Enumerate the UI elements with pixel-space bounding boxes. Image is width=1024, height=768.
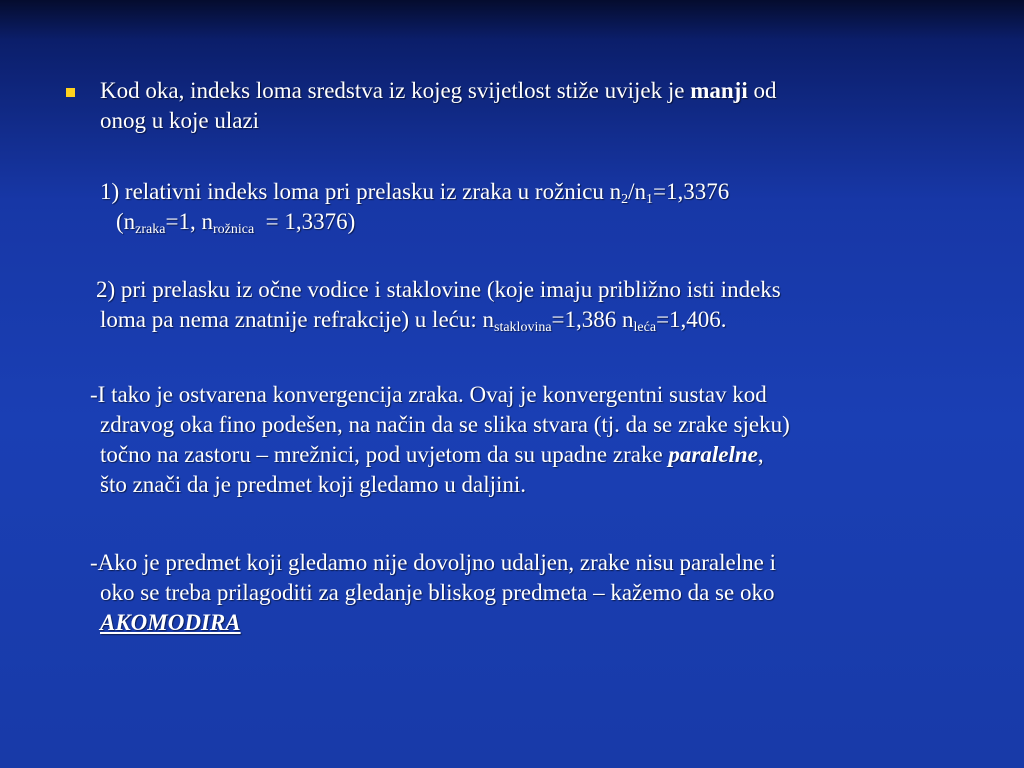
accommodation-line-2: oko se treba prilagoditi za gledanje bliskog predmeta – kažemo da se oko <box>100 580 775 605</box>
accommodation-line-1: -Ako je predmet koji gledamo nije dovoljno udaljen, zrake nisu paralelne i <box>90 550 776 575</box>
item-1-paragraph <box>100 177 980 237</box>
item-1-sub-d: rožnica <box>212 222 255 237</box>
convergence-bold-word: paralelne <box>668 442 758 467</box>
item-1-line2-c: = 1,3376) <box>254 209 356 234</box>
bullet-square-icon <box>66 88 75 97</box>
convergence-line3-b: , <box>757 442 764 467</box>
item-1-text-b: /n <box>628 179 647 204</box>
bullet-text-before: Kod oka, indeks loma sredstva iz kojeg svijetlost stiže uvijek je <box>100 78 691 103</box>
item-1-line2-a: (n <box>116 209 136 234</box>
item-1-sub-a: 2 <box>621 192 629 207</box>
accommodation-line-3 <box>100 608 980 638</box>
bullet-paragraph <box>100 76 980 136</box>
item-1-text-a: 1) relativni indeks loma pri prelasku iz zraka u rožnicu n <box>100 179 622 204</box>
convergence-line-4: što znači da je predmet koji gledamo u daljini. <box>100 472 527 497</box>
item-1-line-2 <box>100 207 980 237</box>
convergence-line-2: zdravog oka fino podešen, na način da se slika stvara (tj. da se zrake sjeku) <box>100 412 790 437</box>
convergence-line-3 <box>100 440 980 470</box>
item-2-text-c: =1,406. <box>656 307 727 332</box>
bullet-line-1 <box>100 76 980 106</box>
bullet-line-2: onog u koje ulazi <box>100 108 260 133</box>
item-1-text-c: =1,3376 <box>653 179 730 204</box>
item-2-sub-b: leća <box>633 320 657 335</box>
accommodation-bold-word: AKOMODIRA <box>100 610 241 635</box>
item-2-paragraph <box>96 275 980 335</box>
item-2-text-b: =1,386 n <box>551 307 634 332</box>
item-2-line-2 <box>100 305 980 335</box>
paragraph-convergence <box>90 380 980 500</box>
convergence-line3-a: točno na zastoru – mrežnici, pod uvjetom da su upadne zrake <box>100 442 669 467</box>
item-1-sub-c: zraka <box>135 222 166 237</box>
item-2-text-a: loma pa nema znatnije refrakcije) u leću: n <box>100 307 494 332</box>
convergence-line-1: -I tako je ostvarena konvergencija zraka. Ovaj je konvergentni sustav kod <box>90 382 767 407</box>
item-1-sub-b: 1 <box>646 192 654 207</box>
paragraph-accommodation <box>90 548 980 638</box>
item-2-sub-a: staklovina <box>494 320 552 335</box>
bullet-bold-word: manji <box>690 78 748 103</box>
item-1-line2-b: =1, n <box>165 209 213 234</box>
item-2-line-1: 2) pri prelasku iz očne vodice i staklovine (koje imaju približno isti indeks <box>96 277 781 302</box>
item-1-line-1 <box>100 177 980 207</box>
bullet-text-after: od <box>747 78 777 103</box>
